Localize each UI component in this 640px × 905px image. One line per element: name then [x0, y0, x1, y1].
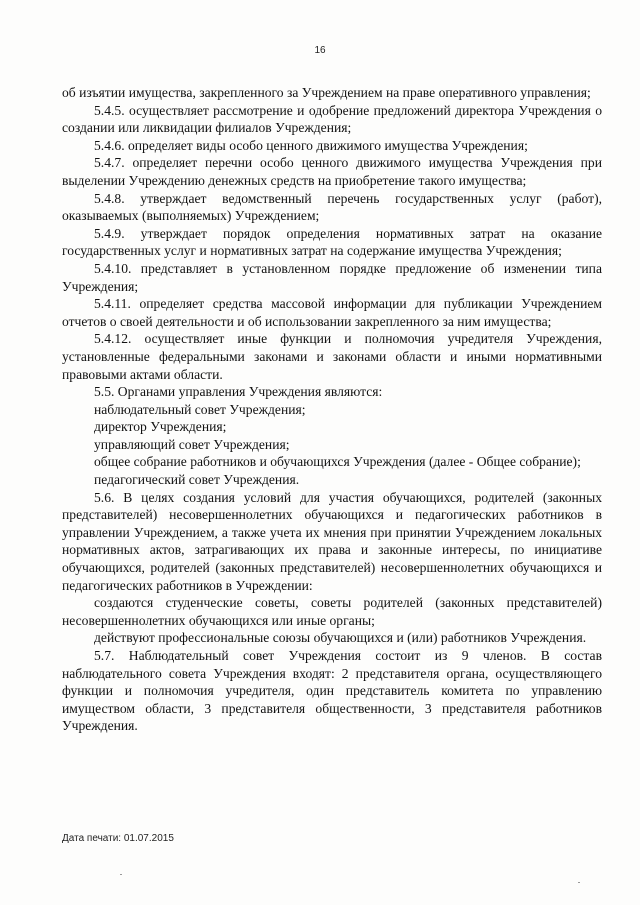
paragraph: 5.4.8. утверждает ведомственный перечень государственных услуг (работ), оказываемых (выполняемых) Учреждением;: [62, 190, 602, 224]
paragraph: 5.4.7. определяет перечни особо ценного движимого имущества Учреждения при выделении Учреждению денежных средств на приобретение такого имущества;: [62, 155, 602, 188]
paragraph: 5.4.11. определяет средства массовой информации для публикации Учреждением отчетов о своей деятельности и об использовании закрепленного за ним имущества;: [62, 296, 602, 329]
list-item: директор Учреждения;: [94, 419, 227, 435]
page-number: 16: [314, 45, 326, 56]
list-item: создаются студенческие советы, советы родителей (законных представителей) несовершеннолетних обучающихся или иные органы;: [62, 595, 602, 628]
scan-speck: [120, 874, 122, 875]
print-date: Дата печати: 01.07.2015: [62, 833, 174, 844]
scan-speck: [578, 882, 580, 883]
paragraph: 5.4.5. осуществляет рассмотрение и одобрение предложений директора Учреждения о создании или ликвидации филиалов Учреждения;: [62, 102, 602, 136]
paragraph: 5.4.10. представляет в установленном порядке предложение об изменении типа Учреждения;: [62, 260, 602, 294]
paragraph: 5.5. Органами управления Учреждения являются:: [94, 384, 383, 400]
list-item: общее собрание работников и обучающихся Учреждения (далее - Общее собрание);: [94, 454, 581, 470]
list-item: управляющий совет Учреждения;: [94, 436, 290, 452]
list-item: педагогический совет Учреждения.: [94, 472, 300, 488]
document-body: [62, 84, 602, 735]
paragraph: 5.7. Наблюдательный совет Учреждения состоит из 9 членов. В состав наблюдательного совета Учреждения входят: 2 представителя органа, осуществляющего функции и полномочия учредителя, один представитель комитета по управлению имуществом области, 3 представителя общественности, 3 представителя работников Учреждения.: [62, 648, 602, 734]
paragraph: 5.6. В целях создания условий для участия обучающихся, родителей (законных представителей) несовершеннолетних обучающихся и педагогических работников в управлении Учреждением, а также учета их мнения при принятии Учреждением локальных нормативных актов, затрагивающих их права и законные интересы, по инициативе обучающихся, родителей (законных представителей) несовершеннолетних обучающихся и педагогических работников в Учреждении:: [62, 489, 602, 593]
paragraph: 5.4.6. определяет виды особо ценного движимого имущества Учреждения;: [94, 137, 528, 153]
paragraph: 5.4.9. утверждает порядок определения нормативных затрат на оказание государственных услуг и нормативных затрат на содержание имущества Учреждения;: [62, 225, 602, 259]
paragraph: 5.4.12. осуществляет иные функции и полномочия учредителя Учреждения, установленные федеральными законами и законами области и иными нормативными правовыми актами области.: [62, 331, 602, 382]
list-item: наблюдательный совет Учреждения;: [94, 401, 306, 417]
paragraph: об изъятии имущества, закрепленного за Учреждением на праве оперативного управления;: [62, 85, 591, 100]
list-item: действуют профессиональные союзы обучающихся и (или) работников Учреждения.: [94, 630, 587, 646]
